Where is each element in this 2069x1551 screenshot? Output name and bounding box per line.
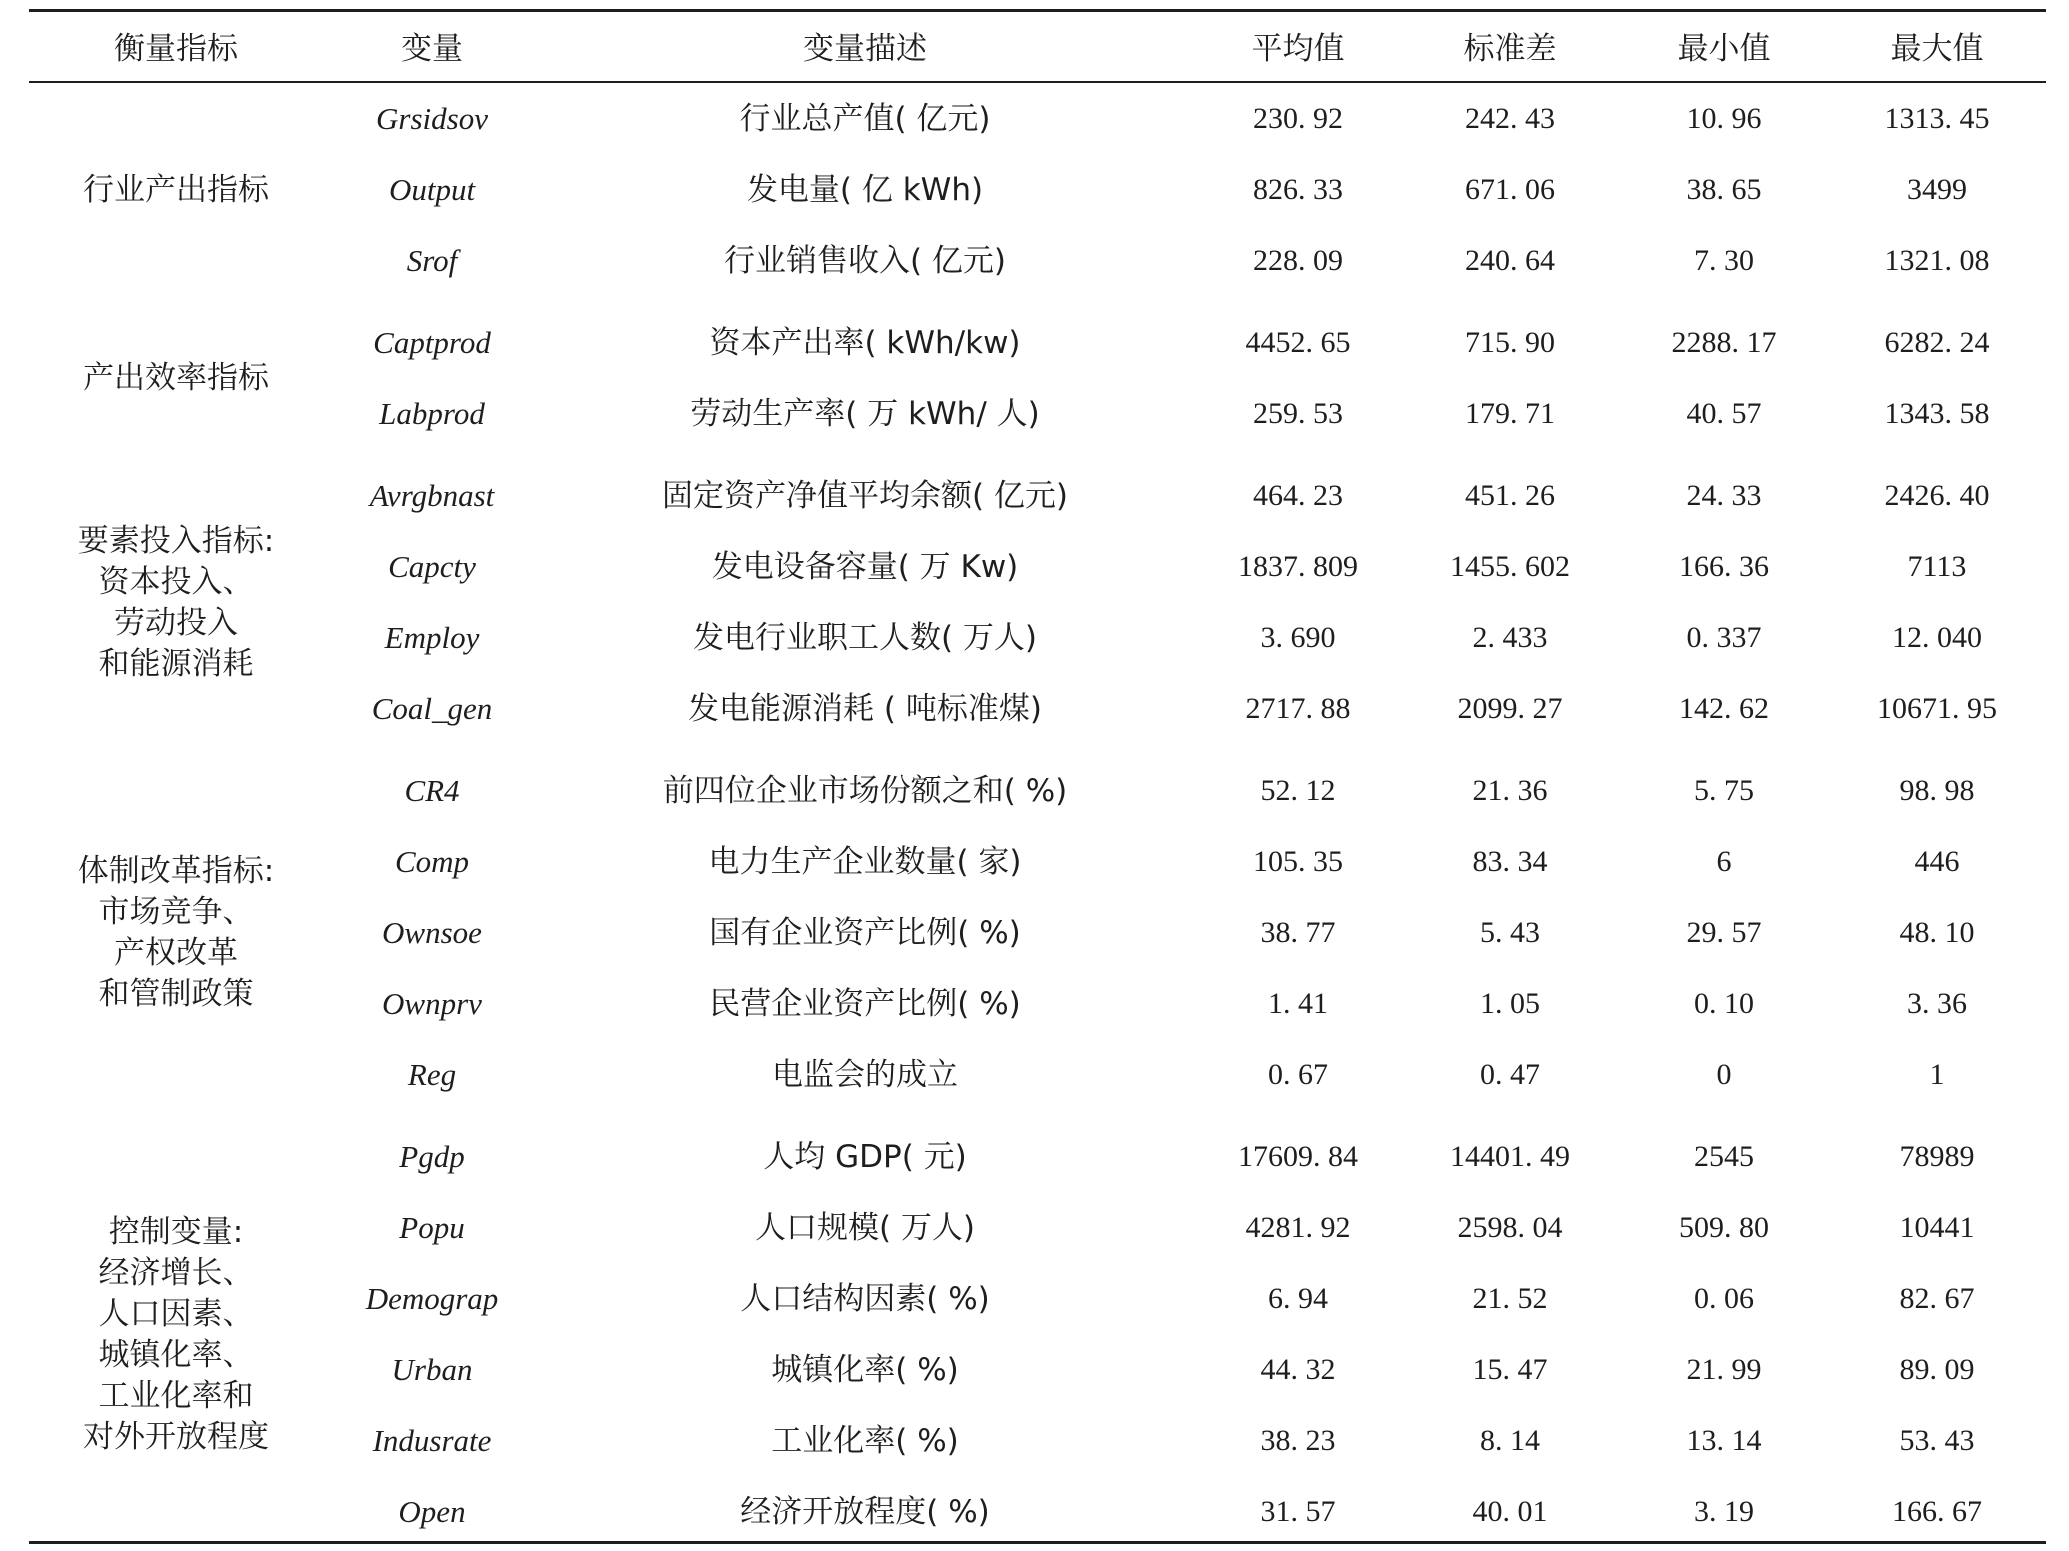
cell-std-dev: 2598. 04 [1457,1211,1563,1244]
cell-max: 53. 43 [1899,1424,1975,1457]
cell-max: 7113 [1907,550,1967,583]
cell-std-dev: 5. 43 [1480,916,1540,949]
group-label-line: 行业产出指标 [83,171,269,208]
group-label [36,851,316,1015]
cell-variable: Open [398,1494,466,1529]
cell-max: 166. 67 [1892,1495,1982,1528]
cell-variable: Urban [391,1352,473,1387]
cell-std-dev: 14401. 49 [1450,1140,1570,1173]
header-description: 变量描述 [803,31,927,67]
cell-description: 人口结构因素( %) [740,1281,990,1317]
cell-variable: Ownsoe [382,915,482,950]
table-bottom-rule [29,1541,2046,1544]
table-row [0,1053,2069,1097]
group-label-line: 市场竞争、 [98,894,254,930]
group-label-line: 产权改革 [114,935,238,971]
cell-max: 3499 [1907,173,1967,206]
cell-min: 166. 36 [1679,550,1769,583]
cell-min: 40. 57 [1686,397,1762,430]
cell-mean: 1. 41 [1268,987,1328,1020]
cell-variable: Grsidsov [376,101,488,136]
cell-description: 劳动生产率( 万 kWh/ 人) [690,396,1040,432]
cell-mean: 38. 77 [1260,916,1336,949]
cell-variable: Coal_gen [371,691,493,726]
cell-std-dev: 242. 43 [1465,102,1555,135]
cell-max: 6282. 24 [1884,326,1990,359]
cell-max: 3. 36 [1907,987,1967,1020]
table-row [0,769,2069,813]
cell-min: 24. 33 [1686,479,1762,512]
cell-std-dev: 715. 90 [1465,326,1555,359]
cell-variable: Popu [399,1210,465,1245]
cell-std-dev: 1455. 602 [1450,550,1570,583]
cell-min: 6 [1716,845,1732,878]
group-label-line: 工业化率和 [98,1377,254,1414]
cell-description: 发电量( 亿 kWh) [746,172,984,208]
cell-max: 10441 [1899,1211,1975,1244]
cell-mean: 826. 33 [1253,173,1343,206]
cell-mean: 6. 94 [1268,1282,1328,1315]
cell-description: 国有企业资产比例( %) [709,915,1021,951]
header-indicator: 衡量指标 [114,31,238,67]
table-row [0,687,2069,731]
table-row [0,239,2069,283]
cell-mean: 259. 53 [1253,397,1343,430]
cell-mean: 4281. 92 [1245,1211,1351,1244]
cell-variable: Demograp [365,1281,499,1316]
cell-std-dev: 21. 36 [1472,774,1548,807]
group-label [36,358,316,399]
group-label-line: 劳动投入 [114,604,238,641]
cell-variable: Capcty [388,549,476,584]
cell-std-dev: 8. 14 [1480,1424,1540,1457]
cell-description: 行业销售收入( 亿元) [723,243,1007,279]
cell-min: 0. 06 [1694,1282,1754,1315]
cell-variable: Avrgbnast [369,478,495,513]
cell-std-dev: 15. 47 [1472,1353,1548,1386]
header-mean: 平均值 [1251,31,1345,67]
cell-max: 1343. 58 [1884,397,1990,430]
cell-description: 人口规模( 万人) [754,1210,976,1246]
table-row [0,474,2069,518]
cell-mean: 0. 67 [1268,1058,1328,1091]
cell-variable: Reg [407,1057,457,1092]
cell-description: 城镇化率( %) [771,1352,959,1388]
cell-min: 0. 10 [1694,987,1754,1020]
group-label-line: 要素投入指标: [77,522,275,559]
cell-min: 7. 30 [1694,244,1754,277]
cell-std-dev: 0. 47 [1480,1058,1540,1091]
cell-description: 发电行业职工人数( 万人) [692,620,1038,656]
cell-variable: CR4 [404,773,460,808]
cell-variable: Srof [406,243,458,278]
cell-std-dev: 1. 05 [1480,987,1540,1020]
cell-max: 98. 98 [1899,774,1975,807]
cell-max: 78989 [1899,1140,1975,1173]
cell-std-dev: 240. 64 [1465,244,1555,277]
cell-max: 82. 67 [1899,1282,1975,1315]
cell-variable: Indusrate [372,1423,492,1458]
cell-std-dev: 451. 26 [1465,479,1555,512]
group-label-line: 对外开放程度 [83,1418,269,1455]
header-max: 最大值 [1890,31,1984,67]
cell-description: 前四位企业市场份额之和( %) [662,773,1068,809]
table-row [0,97,2069,141]
cell-std-dev: 40. 01 [1472,1495,1548,1528]
cell-min: 29. 57 [1686,916,1762,949]
group-label-line: 资本投入、 [98,563,254,600]
table-header [0,27,2069,71]
cell-mean: 464. 23 [1253,479,1343,512]
cell-max: 12. 040 [1892,621,1982,654]
cell-mean: 105. 35 [1253,845,1343,878]
cell-max: 10671. 95 [1877,692,1997,725]
group-label-line: 控制变量: [108,1213,244,1250]
cell-mean: 44. 32 [1260,1353,1336,1386]
cell-min: 0 [1716,1058,1732,1091]
cell-mean: 3. 690 [1260,621,1336,654]
cell-max: 446 [1914,845,1960,878]
cell-min: 21. 99 [1686,1353,1762,1386]
cell-variable: Employ [384,620,480,655]
cell-min: 13. 14 [1686,1424,1762,1457]
cell-description: 行业总产值( 亿元) [739,101,991,137]
group-label-line: 城镇化率、 [98,1336,254,1373]
cell-std-dev: 83. 34 [1472,845,1548,878]
cell-max: 2426. 40 [1884,479,1990,512]
cell-min: 38. 65 [1686,173,1762,206]
cell-max: 89. 09 [1899,1353,1975,1386]
cell-std-dev: 21. 52 [1472,1282,1548,1315]
cell-description: 电力生产企业数量( 家) [708,844,1022,880]
header-min: 最小值 [1677,31,1771,67]
cell-min: 10. 96 [1686,102,1762,135]
cell-description: 工业化率( %) [771,1423,959,1459]
group-label-line: 和能源消耗 [98,645,254,682]
header-rule [29,81,2046,83]
cell-min: 3. 19 [1694,1495,1754,1528]
cell-description: 人均 GDP( 元) [763,1139,967,1175]
group-label [36,170,316,211]
cell-std-dev: 2. 433 [1472,621,1548,654]
cell-max: 1 [1929,1058,1945,1091]
group-label-line: 和管制政策 [98,976,254,1012]
cell-max: 1321. 08 [1884,244,1990,277]
group-label [36,1212,316,1458]
cell-std-dev: 2099. 27 [1457,692,1563,725]
header-variable: 变量 [401,31,463,67]
cell-variable: Comp [394,844,470,879]
cell-min: 0. 337 [1686,621,1762,654]
cell-mean: 52. 12 [1260,774,1336,807]
table-row [0,1490,2069,1534]
cell-min: 509. 80 [1679,1211,1769,1244]
table-top-rule [29,9,2046,12]
cell-min: 5. 75 [1694,774,1754,807]
cell-variable: Output [388,172,476,207]
cell-description: 电监会的成立 [772,1057,958,1093]
cell-mean: 230. 92 [1253,102,1343,135]
cell-variable: Captprod [373,325,491,360]
cell-max: 1313. 45 [1884,102,1990,135]
cell-description: 资本产出率( kWh/kw) [709,325,1021,361]
group-label-line: 产出效率指标 [83,360,269,396]
cell-description: 经济开放程度( %) [740,1494,990,1530]
cell-min: 2288. 17 [1671,326,1777,359]
cell-description: 固定资产净值平均余额( 亿元) [661,478,1069,514]
cell-mean: 31. 57 [1260,1495,1336,1528]
cell-min: 142. 62 [1679,692,1769,725]
group-label-line: 人口因素、 [98,1295,254,1332]
cell-mean: 2717. 88 [1245,692,1351,725]
cell-description: 民营企业资产比例( %) [709,986,1021,1022]
cell-variable: Pgdp [399,1139,465,1174]
cell-mean: 1837. 809 [1238,550,1358,583]
cell-variable: Ownprv [382,986,482,1021]
cell-std-dev: 179. 71 [1465,397,1555,430]
cell-description: 发电设备容量( 万 Kw) [711,549,1019,585]
cell-description: 发电能源消耗 ( 吨标准煤) [688,691,1042,727]
cell-mean: 228. 09 [1253,244,1343,277]
cell-mean: 38. 23 [1260,1424,1336,1457]
header-std-dev: 标准差 [1463,31,1557,67]
group-label [36,521,316,685]
group-label-line: 经济增长、 [98,1254,254,1291]
cell-std-dev: 671. 06 [1465,173,1555,206]
cell-mean: 17609. 84 [1238,1140,1358,1173]
table-row [0,1135,2069,1179]
cell-max: 48. 10 [1899,916,1975,949]
group-label-line: 体制改革指标: [77,853,275,889]
cell-mean: 4452. 65 [1245,326,1351,359]
cell-min: 2545 [1694,1140,1754,1173]
cell-variable: Labprod [379,396,485,431]
